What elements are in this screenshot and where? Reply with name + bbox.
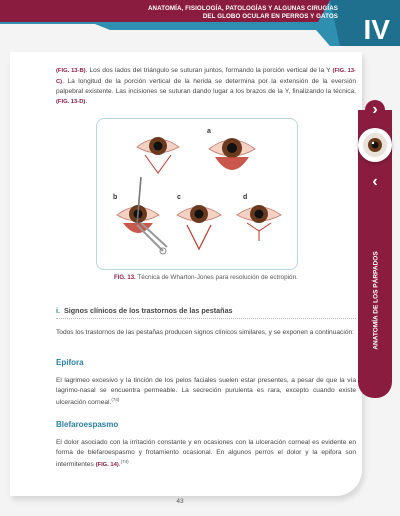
- citation: (74): [120, 459, 129, 465]
- intro-paragraph: (FIG. 13-B). Los dos lados del triángulo se suturan juntos, formando la porción vertical de la Y (FIG. 13-C). La longitud de la porción vertical de la herida se determina por la extensión de la eversión palpebral existente. Las incisiones se suturan dando lugar a los brazos de la Y, finalizando la técnica. (FIG. 13-D).: [56, 67, 356, 105]
- section-marker: i.: [56, 306, 60, 315]
- figure-13: [96, 118, 298, 270]
- figure-ref[interactable]: (FIG. 13-C): [56, 68, 356, 85]
- side-tab-label: ANATOMÍA DE LOS PÁRPADOS: [372, 250, 380, 350]
- eye-drawing: [117, 177, 167, 254]
- eye-drawing: [137, 137, 179, 173]
- prev-page-button[interactable]: [365, 172, 385, 192]
- figure-caption: FIG. 13. Técnica de Wharton-Jones para resolución de ectropión.: [114, 274, 298, 281]
- blefaroespasmo-heading: Blefaroespasmo: [56, 420, 119, 429]
- page-number: 43: [176, 498, 184, 505]
- figure-label-d: d: [243, 194, 248, 201]
- eye-drawing: [177, 205, 221, 249]
- blefaroespasmo-paragraph: El dolor asociado con la irritación constante y en ocasiones con la ulceración corneal es evidente en forma de blefaroespasmo y frotamiento ocasional. En algunos perros el dolor y la epifora son intermitentes (FIG. 14).$^{(74)}$: [56, 439, 356, 469]
- figure-caption-ref: FIG. 13.: [114, 275, 136, 281]
- eye-icon: [362, 132, 388, 158]
- figure-ref[interactable]: (FIG. 14): [95, 462, 119, 469]
- epifora-paragraph: El lagrimeo excesivo y la tinción de los pelos faciales suelen estar presentes, a pesar de que la vía lagrimo-nasal se encuentra permeable. La secreción purulenta es rara, excepto cuando existe ulceración corneal.$^{(74)}$: [56, 377, 356, 407]
- eye-drawing: [209, 138, 255, 170]
- section-divider: [56, 318, 356, 319]
- eye-drawing: [237, 205, 281, 241]
- section-intro-paragraph: Todos los trastornos de las pestañas producen signos clínicos similares, y se exponen a continuación:: [56, 329, 354, 336]
- section-heading: i. Signos clínicos de los trastornos de las pestañas: [56, 306, 233, 315]
- eye-badge[interactable]: [358, 128, 392, 162]
- figure-ref[interactable]: (FIG. 13-D): [56, 98, 86, 105]
- chapter-number: IV: [363, 14, 390, 45]
- chevron-right-icon: ›: [372, 101, 378, 118]
- figure-ref[interactable]: (FIG. 13-B): [56, 68, 86, 74]
- figure-label-b: b: [113, 194, 118, 201]
- chevron-left-icon: ‹: [372, 173, 378, 190]
- figure-label-a: a: [207, 128, 211, 135]
- epifora-heading: Epifora: [56, 358, 84, 367]
- wharton-jones-illustration: [97, 119, 297, 269]
- chapter-title-line-2: DEL GLOBO OCULAR EN PERROS Y GATOS: [202, 13, 338, 20]
- chapter-title-line-1: ANATOMÍA, FISIOLOGÍA, PATOLOGÍAS Y ALGUNAS CIRUGÍAS: [147, 5, 338, 12]
- chapter-title: [78, 5, 338, 21]
- figure-label-c: c: [177, 194, 181, 201]
- citation: (74): [111, 397, 120, 403]
- next-page-button[interactable]: [365, 100, 385, 120]
